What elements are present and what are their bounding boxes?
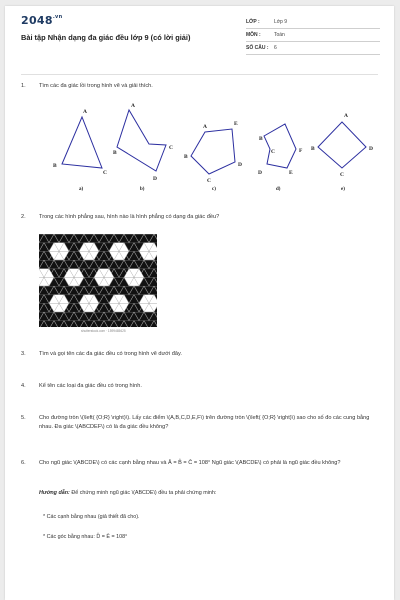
figure-caption-c: c): [212, 187, 216, 192]
meta-row-subject: MÔN : Toán: [246, 29, 380, 42]
vertex-label: A: [344, 113, 348, 119]
meta-table: [246, 16, 380, 55]
site-logo[interactable]: $2048^{.vn}$: [21, 14, 63, 27]
vertex-label: A: [131, 103, 135, 109]
guide-label: Hướng dẫn:: [39, 490, 70, 496]
vertex-label: C: [103, 170, 107, 176]
guide-item-2: * Các góc bằng nhau: D̂ = Ê = 108°: [43, 534, 128, 540]
vertex-label: B: [113, 150, 117, 156]
meta-row-count: SỐ CÂU : 6: [246, 42, 380, 55]
figure-polygons: [5, 94, 394, 194]
image-credit: shutterstock.com · 1599465625: [81, 329, 126, 333]
vertex-label: B: [311, 146, 315, 152]
vertex-label: B: [184, 154, 188, 160]
vertex-label: C: [271, 149, 275, 155]
vertex-label: B: [53, 163, 57, 169]
polygon-a: [62, 117, 102, 168]
vertex-label: C: [169, 145, 173, 151]
vertex-label: E: [234, 121, 238, 127]
vertex-label: F: [299, 148, 303, 154]
vertex-label: C: [340, 172, 344, 178]
figure-caption-a: a): [79, 187, 84, 192]
guide-line: [39, 490, 216, 496]
polygon-c: [191, 129, 235, 174]
vertex-label: D: [369, 146, 373, 152]
hexagon-triangle-tiling-image: [39, 234, 157, 327]
document-page: $2048^{.vn}$ Bài tập Nhận dạng đa giác đều lớp 9 (có lời giải) LỚP : Lớp 9 MÔN : Toán SỐ CÂU : 6 1. Tìm các đa giác lồi trong hình vẽ và giải thích. A B C A B C D A E B D C B C F D E A B D C a) b) c) d) e) 2. Trong các hình phẳng sau, hình nào là hình phẳng có dạng đa giác đều? shutterstock.com · 1599465625 3. Tìm và gọi tên các đa giác đều có trong hình vẽ dưới đây. 4. Kể tên các loại đa giác đều có trong hình. 5. Cho đường tròn \(\left( {O;R} \right)\). Lấy các điểm \(A,B,C,D,E,F\) trên đường tròn \(\left( {O;R} \right)\) sao cho số đo các cung bằng nhau. Đa giác \(ABCDEF\) có là đa giác đều không? 6. Cho ngũ giác \(ABCDE\) có các cạnh bằng nhau và Â = B̂ = Ĉ = 108° Ngũ giác \(ABCDE\) có phải là ngũ giác đều không? Hướng dẫn: Để chứng minh ngũ giác \(ABCDE\) đều ta phải chứng minh: * Các cạnh bằng nhau (giả thiết đã cho). * Các góc bằng nhau: D̂ = Ê = 108°: [5, 6, 394, 600]
figure-caption-d: d): [276, 187, 281, 192]
vertex-label: D: [153, 176, 157, 182]
vertex-label: A: [203, 124, 207, 130]
vertex-label: B: [259, 136, 263, 142]
polygon-b: [117, 110, 166, 171]
polygon-d: [264, 124, 296, 168]
vertex-label: C: [207, 178, 211, 184]
header-divider: [21, 74, 378, 75]
page-title: Bài tập Nhận dạng đa giác đều lớp 9 (có lời giải): [21, 33, 191, 42]
polygon-e: [318, 122, 366, 168]
vertex-label: A: [83, 109, 87, 115]
meta-row-class: LỚP : Lớp 9: [246, 16, 380, 29]
guide-text: Để chứng minh ngũ giác \(ABCDE\) đều ta phải chứng minh:: [71, 490, 217, 496]
figure-caption-b: b): [140, 187, 145, 192]
vertex-label: D: [238, 162, 242, 168]
guide-item-1: * Các cạnh bằng nhau (giả thiết đã cho).: [43, 514, 140, 520]
vertex-label: E: [289, 170, 293, 176]
vertex-label: D: [258, 170, 262, 176]
figure-caption-e: e): [341, 187, 345, 192]
